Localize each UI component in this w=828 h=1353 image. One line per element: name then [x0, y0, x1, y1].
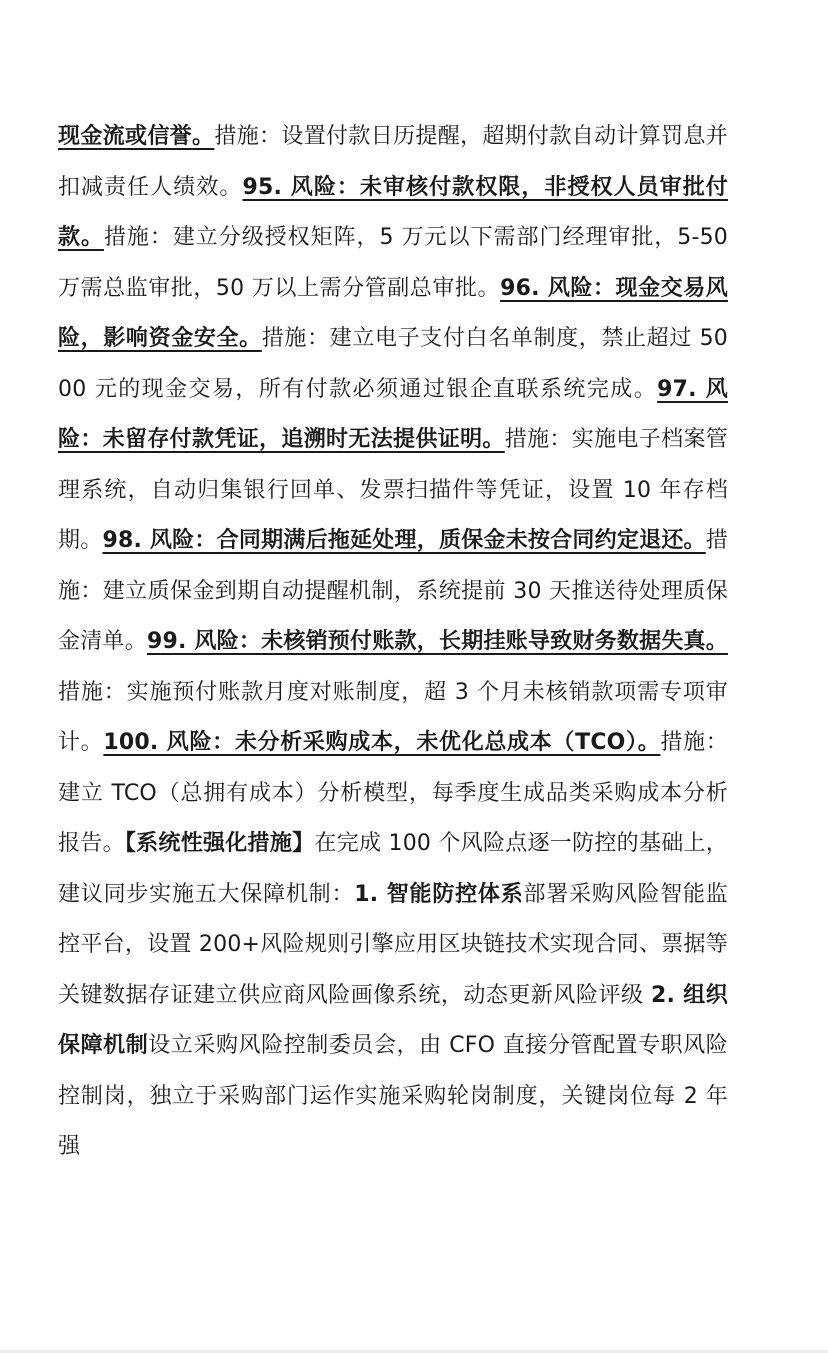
- measure-text-94: 措施：设置付款日历提醒，超期付款自动计算罚息并扣减责任人绩效。: [58, 124, 728, 200]
- risk-heading-98: 98. 风险：合同期满后拖延处理，质保金未按合同约定退还。: [102, 528, 706, 553]
- mechanism-text-2: 设立采购风险控制委员会，由 CFO 直接分管配置专职风险控制岗，独立于采购部门运作实施采购轮岗制度，关键岗位每 2 年强: [58, 1033, 729, 1159]
- measure-text-95: 措施：建立分级授权矩阵，5 万元以下需部门经理审批，5-50 万需总监审批，50 万以上需分管副总审批。: [58, 225, 728, 301]
- measure-text-99: 措施：实施预付账款月度对账制度，超 3 个月未核销款项需专项审计。: [58, 679, 728, 755]
- risk-heading-94-tail: 现金流或信誉。: [58, 124, 215, 149]
- risk-heading-97: 97. 风险：未留存付款凭证，追溯时无法提供证明。: [58, 376, 729, 452]
- mechanism-heading-2: 2. 组织保障机制: [58, 982, 728, 1058]
- risk-heading-95: 95. 风险：未审核付款权限，非授权人员审批付款。: [58, 174, 728, 250]
- measure-text-98: 措施：建立质保金到期自动提醒机制，系统提前 30 天推送待处理质保金清单。: [58, 528, 728, 654]
- body-paragraph: [58, 112, 728, 1173]
- mechanism-heading-1: 1. 智能防控体系: [354, 881, 524, 907]
- risk-heading-100: 100. 风险：未分析采购成本，未优化总成本（TCO）。: [103, 730, 661, 755]
- mechanism-text-1: 部署采购风险智能监控平台，设置 200+风险规则引擎应用区块链技术实现合同、票据等关键数据存证建立供应商风险画像系统，动态更新风险评级: [58, 881, 729, 1008]
- measure-text-96: 措施：建立电子支付白名单制度，禁止超过 5000 元的现金交易，所有付款必须通过银企直联系统完成。: [58, 326, 728, 402]
- risk-heading-99: 99. 风险：未核销预付账款，长期挂账导致财务数据失真。: [146, 629, 728, 654]
- measure-text-97: 措施：实施电子档案管理系统，自动归集银行回单、发票扫描件等凭证，设置 10 年存档期。: [58, 427, 728, 553]
- section-heading-systemic: 【系统性强化措施】: [124, 831, 315, 856]
- systemic-intro-text: 在完成 100 个风险点逐一防控的基础上，建议同步实施五大保障机制：: [58, 831, 728, 907]
- document-body: [58, 112, 728, 1173]
- risk-heading-96: 96. 风险：现金交易风险，影响资金安全。: [58, 275, 728, 351]
- measure-text-100: 措施：建立 TCO（总拥有成本）分析模型，每季度生成品类采购成本分析报告。: [58, 730, 728, 856]
